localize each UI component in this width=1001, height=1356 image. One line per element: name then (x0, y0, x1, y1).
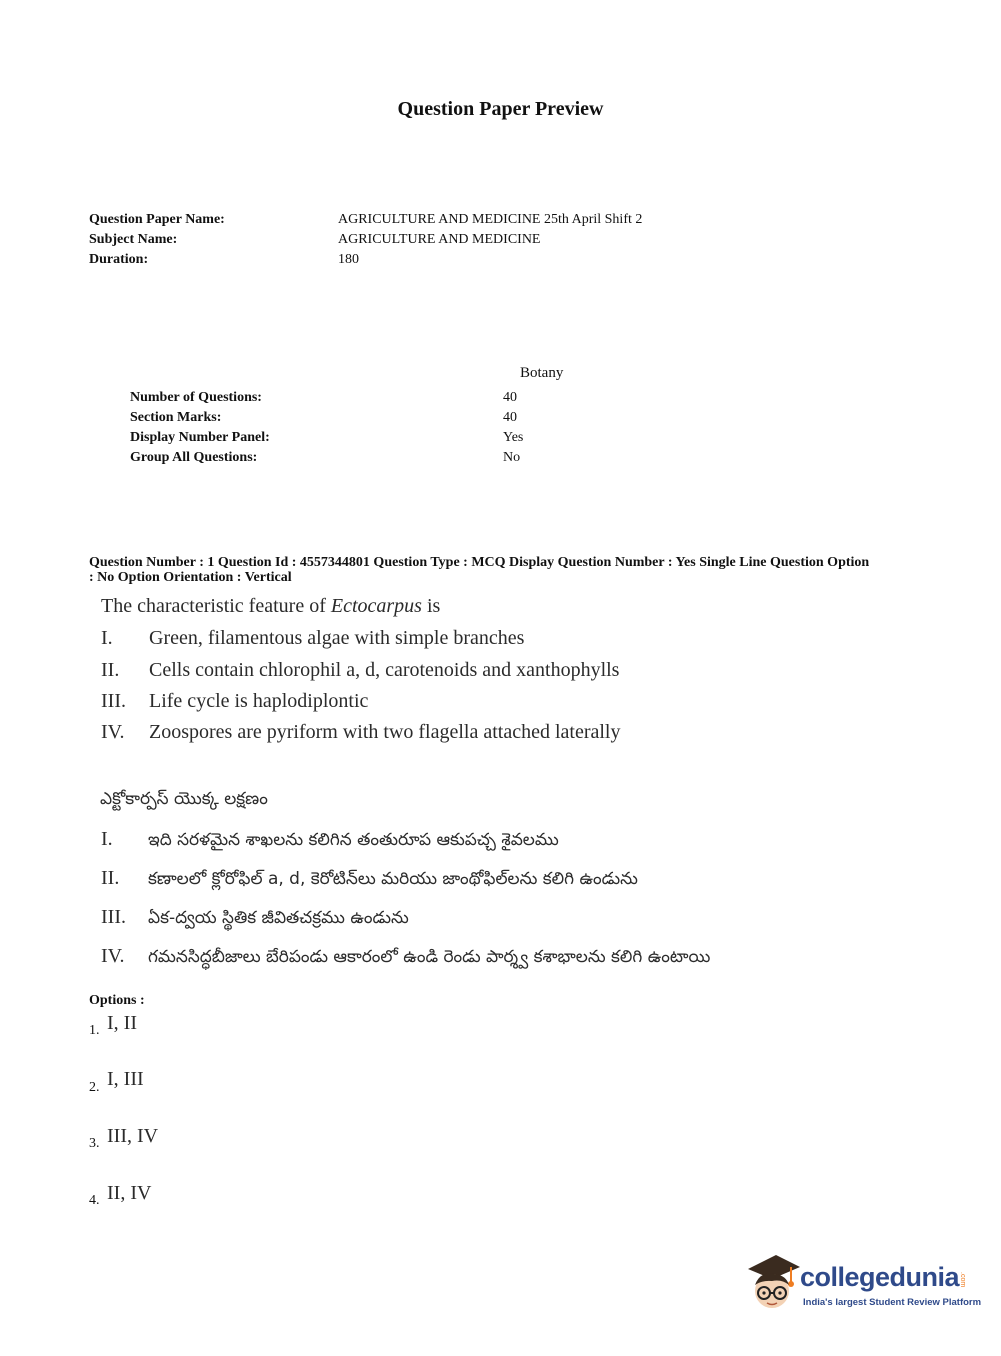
page-title: Question Paper Preview (397, 98, 604, 120)
subject-name-value: AGRICULTURE AND MEDICINE (338, 232, 541, 247)
option-number: 2. (89, 1080, 100, 1095)
question-stem-telugu: ఎక్టోకార్పస్ యొక్క లక్షణం (100, 789, 268, 809)
group-questions-label: Group All Questions: (130, 450, 258, 465)
display-panel-value: Yes (503, 430, 524, 445)
display-panel-label: Display Number Panel: (130, 430, 270, 445)
statement-numeral: I. (101, 627, 113, 649)
statement-telugu: గమనసిద్ధబీజాలు బేరిపండు ఆకారంలో ఉండి రెండు పార్శ్వ కశాభాలను కలిగి ఉంటాయి (148, 947, 711, 967)
statement-english: Zoospores are pyriform with two flagella attached laterally (149, 721, 621, 743)
section-marks-value: 40 (503, 410, 517, 425)
statement-numeral-telugu: II. (101, 867, 120, 889)
statement-telugu: ఇది సరళమైన శాఖలను కలిగిన తంతురూప ఆకుపచ్చ శైవలము (148, 830, 559, 850)
statement-numeral-telugu: III. (101, 906, 126, 928)
brand-tagline: India's largest Student Review Platform (803, 1297, 982, 1308)
statement-telugu: ఏక-ద్వయ స్థితిక జీవితచక్రము ఉండును (148, 908, 409, 928)
stem-italic-term: Ectocarpus (330, 595, 422, 617)
paper-name-value: AGRICULTURE AND MEDICINE 25th April Shift 2 (338, 212, 643, 227)
mascot-icon (742, 1247, 804, 1313)
question-meta-line-1: Question Number : 1 Question Id : 4557344801 Question Type : MCQ Display Question Number : Yes Single Line Question Option (89, 555, 870, 570)
section-marks-label: Section Marks: (130, 410, 222, 425)
section-questions-value: 40 (503, 390, 517, 405)
subject-name-label: Subject Name: (89, 232, 178, 247)
question-stem-english (101, 595, 440, 618)
option-3[interactable]: III, IV (107, 1125, 159, 1147)
option-number: 1. (89, 1023, 100, 1038)
option-number: 4. (89, 1193, 100, 1208)
section-heading: Botany (520, 365, 564, 381)
statement-telugu: కణాలలో క్లోరోఫిల్ a, d, కెరోటిన్‌లు మరియు జాంథోఫిల్‌లను కలిగి ఉండును (148, 869, 638, 889)
statement-english: Cells contain chlorophil a, d, carotenoids and xanthophylls (149, 659, 620, 681)
statement-numeral: II. (101, 659, 120, 681)
option-2[interactable]: I, III (107, 1068, 144, 1090)
statement-english: Life cycle is haplodiplontic (149, 690, 369, 712)
brand-name: collegedunia (800, 1262, 960, 1292)
option-1[interactable]: I, II (107, 1012, 137, 1034)
stem-suffix: is (421, 595, 441, 617)
brand-domain-suffix: .com (959, 1272, 966, 1288)
question-meta (89, 555, 919, 585)
statement-numeral: III. (101, 690, 126, 712)
statement-numeral-telugu: IV. (101, 945, 125, 967)
group-questions-value: No (503, 450, 521, 465)
question-meta-line-2: : No Option Orientation : Vertical (89, 570, 292, 585)
statement-english: Green, filamentous algae with simple branches (149, 627, 525, 649)
options-title: Options : (89, 993, 145, 1008)
paper-name-label: Question Paper Name: (89, 212, 225, 227)
statement-numeral: IV. (101, 721, 125, 743)
option-number: 3. (89, 1136, 100, 1151)
option-4[interactable]: II, IV (107, 1182, 152, 1204)
duration-label: Duration: (89, 252, 149, 267)
stem-prefix: The characteristic feature of (101, 595, 331, 617)
duration-value: 180 (338, 252, 359, 267)
section-questions-label: Number of Questions: (130, 390, 262, 405)
statement-numeral-telugu: I. (101, 828, 113, 850)
